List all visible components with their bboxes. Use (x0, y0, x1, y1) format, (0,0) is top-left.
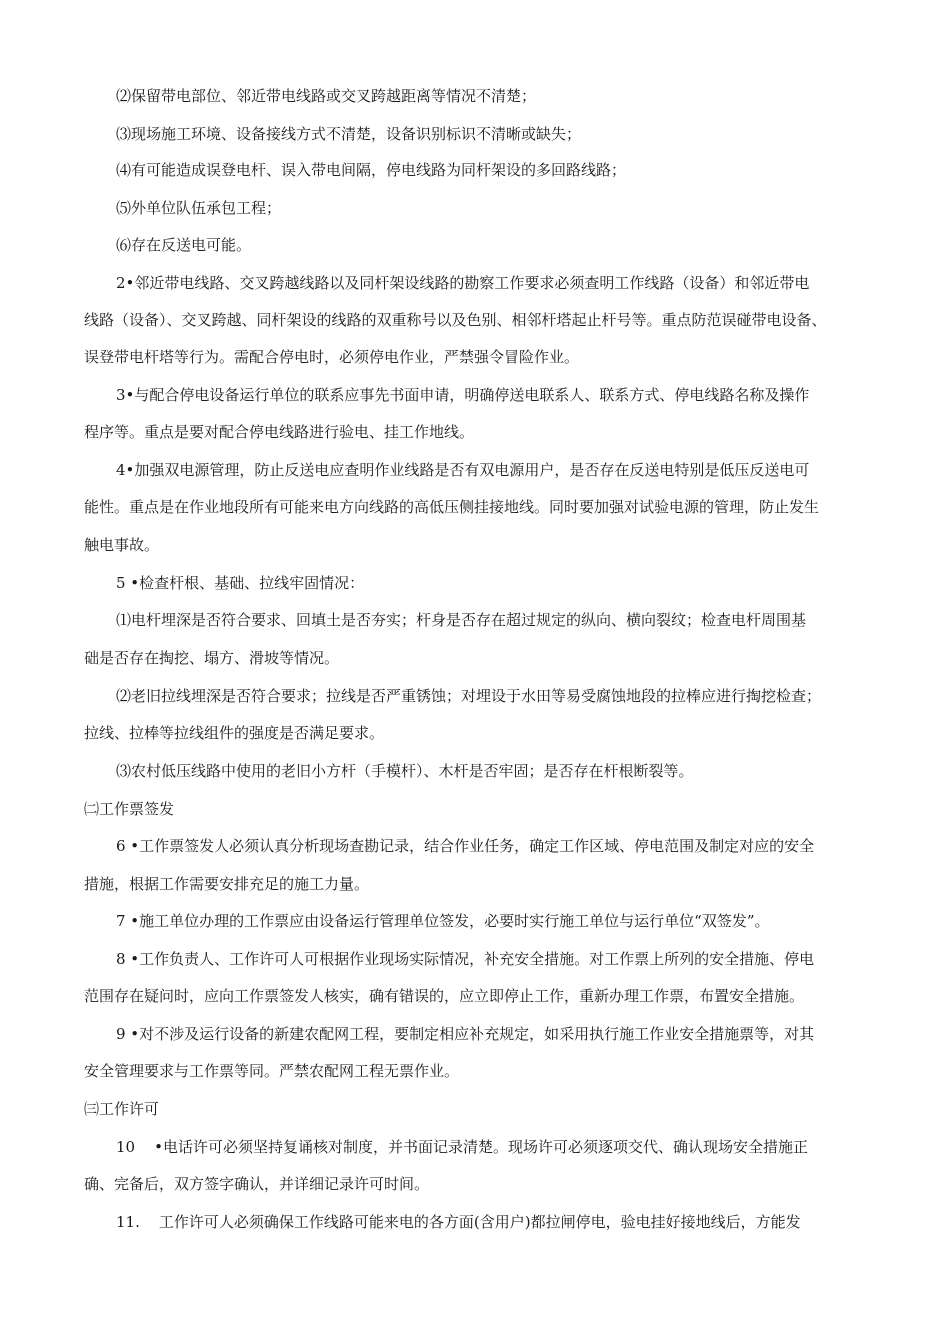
list-item: ⑴电杆埋深是否符合要求、回填土是否夯实；杆身是否存在超过规定的纵向、横向裂纹；检查电杆周围基 (116, 611, 807, 629)
paragraph-line: 误登带电杆塔等行为。需配合停电时，必须停电作业，严禁强令冒险作业。 (84, 348, 580, 366)
paragraph-line: 触电事故。 (84, 536, 160, 554)
list-item: ⑶农村低压线路中使用的老旧小方杆（手模杆）、木杆是否牢固；是否存在杆根断裂等。 (116, 762, 694, 780)
list-item: ⑵老旧拉线埋深是否符合要求；拉线是否严重锈蚀；对埋设于水田等易受腐蚀地段的拉棒应进行掏挖检查； (116, 687, 822, 705)
paragraph-line: 10 •电话许可必须坚持复诵核对制度，并书面记录清楚。现场许可必须逐项交代、确认现场安全措施正 (116, 1138, 809, 1156)
list-item: ⑸外单位队伍承包工程； (116, 199, 282, 217)
paragraph-line: 确、完备后，双方签字确认，并详细记录许可时间。 (84, 1175, 430, 1193)
paragraph-line: 4•加强双电源管理，防止反送电应查明作业线路是否有双电源用户，是否存在反送电特别是低压反送电可 (116, 461, 810, 479)
section-heading: ㈡工作票签发 (84, 800, 175, 818)
paragraph-line: 措施，根据工作需要安排充足的施工力量。 (84, 875, 370, 893)
list-item: ⑶现场施工环境、设备接线方式不清楚，设备识别标识不清晰或缺失； (116, 125, 582, 143)
paragraph-line: 安全管理要求与工作票等同。严禁农配网工程无票作业。 (84, 1062, 460, 1080)
paragraph-line: 3•与配合停电设备运行单位的联系应事先书面申请，明确停送电联系人、联系方式、停电线路名称及操作 (116, 386, 810, 404)
paragraph-line: 能性。重点是在作业地段所有可能来电方向线路的高低压侧挂接地线。同时要加强对试验电源的管理，防止发生 (84, 498, 820, 516)
paragraph-line: 11. 工作许可人必须确保工作线路可能来电的各方面(含用户)都拉闸停电，验电挂好接地线后，方能发 (116, 1213, 801, 1231)
paragraph-line: 2•邻近带电线路、交叉跨越线路以及同杆架设线路的勘察工作要求必须查明工作线路（设备）和邻近带电 (116, 274, 810, 292)
list-item: 拉线、拉棒等拉线组件的强度是否满足要求。 (84, 724, 385, 742)
list-item: ⑵保留带电部位、邻近带电线路或交叉跨越距离等情况不清楚； (116, 87, 537, 105)
paragraph-line: 程序等。重点是要对配合停电线路进行验电、挂工作地线。 (84, 423, 475, 441)
list-item: ⑹存在反送电可能。 (116, 236, 252, 254)
paragraph-line: 线路（设备）、交叉跨越、同杆架设的线路的双重称号以及色别、相邻杆塔起止杆号等。重点防范误碰带电设备、 (84, 311, 827, 329)
paragraph-line: 5 •检查杆根、基础、拉线牢固情况： (116, 574, 365, 592)
paragraph-line: 9 •对不涉及运行设备的新建农配网工程，要制定相应补充规定，如采用执行施工作业安全措施票等，对其 (116, 1025, 815, 1043)
paragraph-line: 范围存在疑问时，应向工作票签发人核实，确有错误的，应立即停止工作，重新办理工作票，布置安全措施。 (84, 987, 805, 1005)
list-item: 础是否存在掏挖、塌方、滑坡等情况。 (84, 649, 340, 667)
paragraph-line: 7 •施工单位办理的工作票应由设备运行管理单位签发，必要时实行施工单位与运行单位“双签发”。 (116, 912, 770, 930)
paragraph-line: 8 •工作负责人、工作许可人可根据作业现场实际情况，补充安全措施。对工作票上所列的安全措施、停电 (116, 950, 815, 968)
list-item: ⑷有可能造成误登电杆、误入带电间隔，停电线路为同杆架设的多回路线路； (116, 161, 627, 179)
section-heading: ㈢工作许可 (84, 1100, 160, 1118)
paragraph-line: 6 •工作票签发人必须认真分析现场查勘记录，结合作业任务，确定工作区域、停电范围及制定对应的安全 (116, 837, 815, 855)
